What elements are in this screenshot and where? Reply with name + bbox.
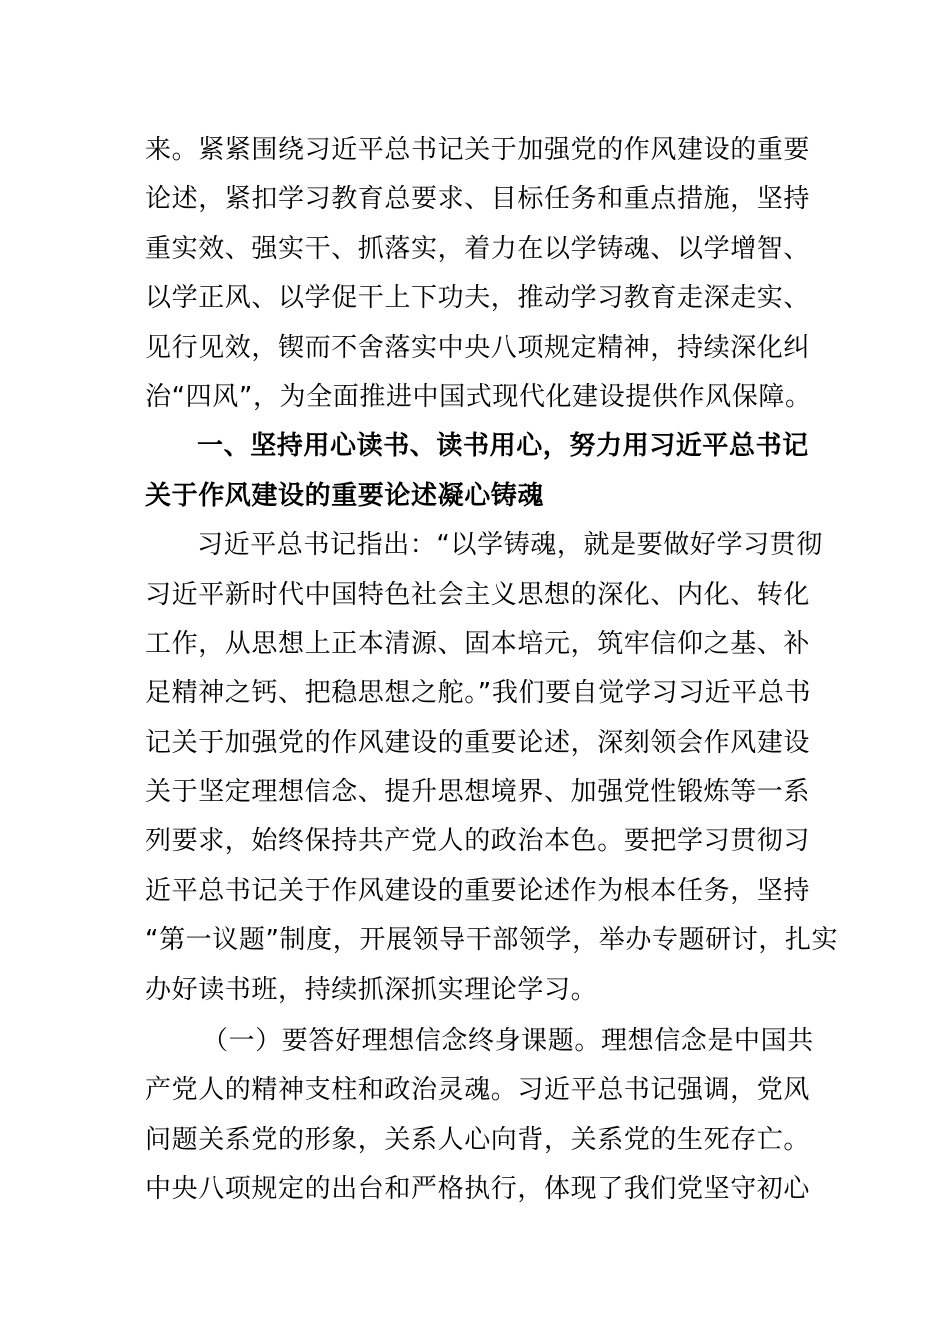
text-line: 近平总书记关于作风建设的重要论述作为根本任务，坚持 [145,875,811,906]
text-line: 记关于加强党的作风建设的重要论述，深刻领会作风建设 [145,727,811,758]
section-heading-line: 一、坚持用心读书、读书用心，努力用习近平总书记 [197,431,809,462]
text-line: 重实效、强实干、抓落实，着力在以学铸魂、以学增智、 [145,233,811,264]
text-line: 习近平总书记指出：“以学铸魂，就是要做好学习贯彻 [197,530,823,561]
subsection-line: （一）要答好理想信念终身课题。理想信念是中国共 [202,1026,814,1057]
text-line: 列要求，始终保持共产党人的政治本色。要把学习贯彻习 [145,826,811,857]
text-line: 问题关系党的形象，关系人心向背，关系党的生死存亡。 [145,1124,811,1155]
body-text [145,126,839,1215]
text-line: 办好读书班，持续抓深抓实理论学习。 [145,974,598,1005]
text-line: 见行见效，锲而不舍落实中央八项规定精神，持续深化纠 [145,332,811,363]
text-line: 论述，紧扣学习教育总要求、目标任务和重点措施，坚持 [145,184,811,215]
text-line: 足精神之钙、把稳思想之舵。”我们要自觉学习习近平总书 [145,678,812,709]
text-line: 来。紧紧围绕习近平总书记关于加强党的作风建设的重要 [145,135,811,165]
section-heading-line: 关于作风建设的重要论述凝心铸魂 [145,480,545,511]
text-line: 工作，从思想上正本清源、固本培元，筑牢信仰之基、补 [145,628,811,659]
text-line: “第一议题”制度，开展领导干部领学，举办专题研讨，扎实 [145,925,839,956]
text-line: 以学正风、以学促干上下功夫，推动学习教育走深走实、 [145,283,811,314]
text-line: 习近平新时代中国特色社会主义思想的深化、内化、转化 [145,579,811,610]
text-line: 关于坚定理想信念、提升思想境界、加强党性锻炼等一系 [145,777,811,808]
text-line: 产党人的精神支柱和政治灵魂。习近平总书记强调，党风 [145,1075,811,1106]
text-line: 中央八项规定的出台和严格执行，体现了我们党坚守初心 [145,1174,811,1205]
text-line: 治“四风”，为全面推进中国式现代化建设提供作风保障。 [145,381,812,412]
